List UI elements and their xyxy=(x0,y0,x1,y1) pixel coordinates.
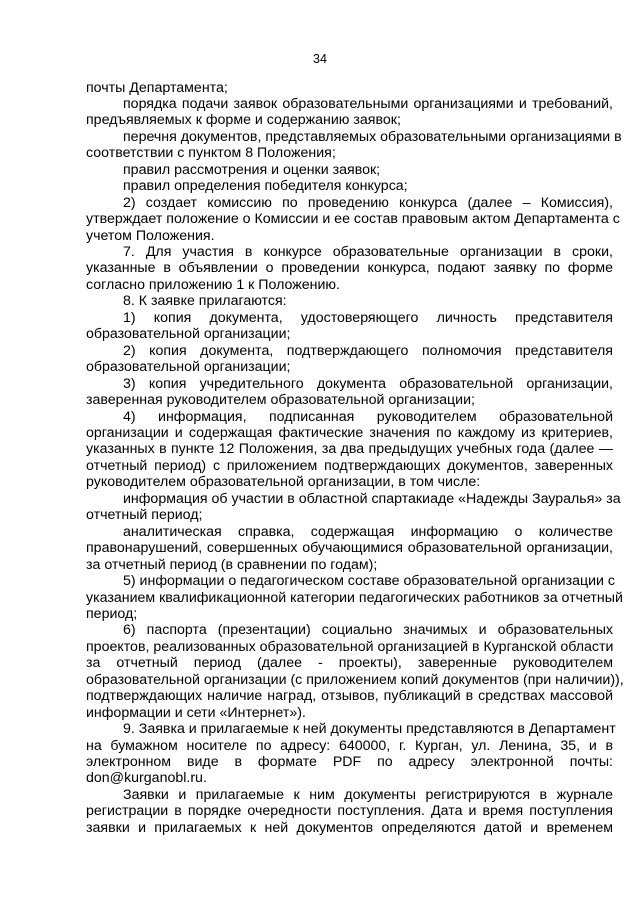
text-line: отчетный период; xyxy=(86,507,203,524)
text-line: порядка подачи заявок образовательными организациями и требований, xyxy=(123,96,613,112)
text-line: 3) копия учредительного документа образовательной организации, xyxy=(123,375,613,392)
text-line: подтверждающих наличие наград, отзывов, публикаций в средствах массовой xyxy=(86,688,613,705)
text-line: отчетный период) с приложением подтверждающих документов, заверенных xyxy=(86,457,613,474)
text-line: образовательной организации (с приложением копий документов (при наличии)), xyxy=(86,671,624,688)
text-line: 2) создает комиссию по проведению конкурса (далее – Комиссия), xyxy=(123,194,613,211)
text-line: Заявки и прилагаемые к ним документы регистрируются в журнале xyxy=(123,786,613,803)
text-line: информации и сети «Интернет»). xyxy=(86,704,306,721)
text-line: на бумажном носителе по адресу: 640000, г. Курган, ул. Ленина, 35, и в xyxy=(86,737,613,754)
text-line: указанием квалификационной категории педагогических работников за отчетный xyxy=(86,589,623,606)
text-line: 7. Для участия в конкурсе образовательные организации в сроки, xyxy=(123,244,613,260)
text-line: правил рассмотрения и оценки заявок; xyxy=(123,161,381,178)
text-line: don@kurganobl.ru. xyxy=(86,770,207,787)
text-line: заявки и прилагаемых к ней документов определяются датой и временем xyxy=(86,819,613,836)
text-line: перечня документов, представляемых образовательными организациями в xyxy=(123,128,622,145)
text-line: за отчетный период (в сравнении по годам); xyxy=(86,556,378,573)
text-line: образовательной организации; xyxy=(86,326,291,343)
text-line: указанных в пункте 12 Положения, за два предыдущих учебных года (далее — xyxy=(86,441,613,458)
page-number: 34 xyxy=(313,52,327,66)
text-line: за отчетный период (далее - проекты), заверенные руководителем xyxy=(86,655,613,672)
text-line: указанные в объявлении о проведении конкурса, подают заявку по форме xyxy=(86,260,613,277)
text-line: 9. Заявка и прилагаемые к ней документы представляются в Департамент xyxy=(123,721,616,737)
text-line: организации и содержащая фактические значения по каждому из критериев, xyxy=(86,424,613,441)
text-line: период; xyxy=(86,605,138,622)
text-line: 1) копия документа, удостоверяющего личность представителя xyxy=(123,309,613,326)
text-line: учетом Положения. xyxy=(86,227,215,244)
text-line: аналитическая справка, содержащая информацию о количестве xyxy=(123,523,613,540)
text-line: правил определения победителя конкурса; xyxy=(123,178,408,195)
text-line: предъявляемых к форме и содержанию заявок; xyxy=(86,112,401,129)
text-line: 6) паспорта (презентации) социально значимых и образовательных xyxy=(123,622,613,639)
text-line: образовательной организации; xyxy=(86,359,291,376)
text-line: правонарушений, совершенных обучающимися образовательной организации, xyxy=(86,540,613,557)
text-line: согласно приложению 1 к Положению. xyxy=(86,276,340,293)
text-line: электронном виде в формате PDF по адресу электронной почты: xyxy=(86,753,613,770)
text-line: проектов, реализованных образовательной организацией в Курганской области xyxy=(86,638,614,655)
text-line: заверенная руководителем образовательной организации; xyxy=(86,392,475,409)
text-line: почты Департамента; xyxy=(86,79,228,96)
text-line: информация об участии в областной спартакиаде «Надежды Зауралья» за xyxy=(123,490,621,507)
text-line: 5) информации о педагогическом составе образовательной организации с xyxy=(123,573,616,589)
text-line: 4) информация, подписанная руководителем образовательной xyxy=(123,408,613,425)
text-line: утверждает положение о Комиссии и ее состав правовым актом Департамента с xyxy=(86,211,620,228)
text-line: 2) копия документа, подтверждающего полномочия представителя xyxy=(123,342,613,359)
text-line: руководителем образовательной организации, в том числе: xyxy=(86,474,481,491)
text-line: регистрации в порядке очередности поступления. Дата и время поступления xyxy=(86,803,613,820)
text-line: 8. К заявке прилагаются: xyxy=(123,293,287,310)
text-line: соответствии с пунктом 8 Положения; xyxy=(86,145,336,162)
